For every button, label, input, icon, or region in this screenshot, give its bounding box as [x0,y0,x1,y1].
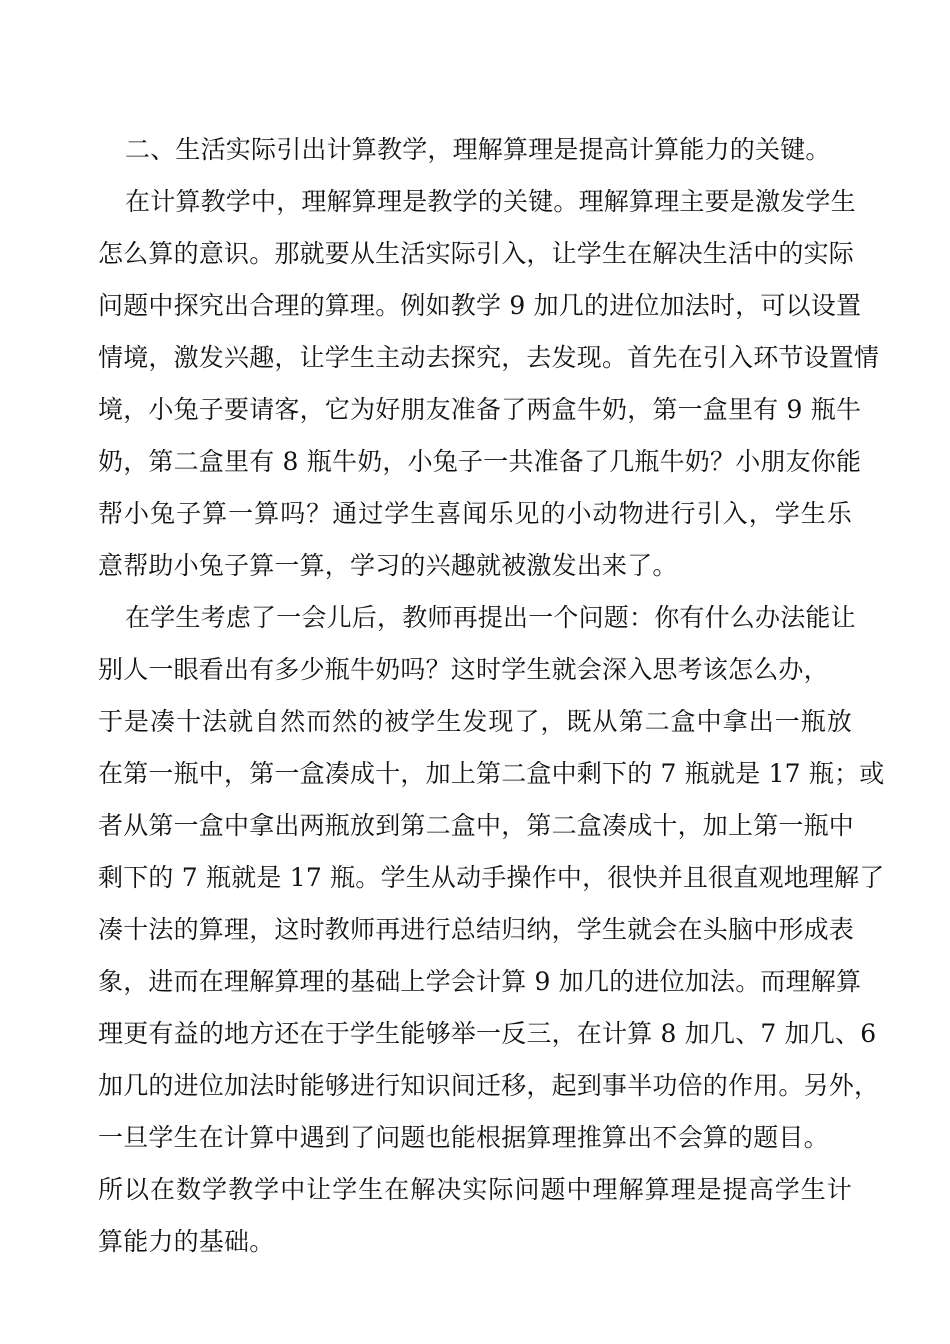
paragraph-line: 意帮助小兔子算一算，学习的兴趣就被激发出来了。 [98,551,678,580]
paragraph-line: 境，小兔子要请客，它为好朋友准备了两盒牛奶，第一盒里有 9 瓶牛 [98,395,862,424]
document-body [98,124,885,1268]
paragraph-line: 加几的进位加法时能够进行知识间迁移，起到事半功倍的作用。另外， [98,1071,880,1100]
paragraph-line: 一旦学生在计算中遇到了问题也能根据算理推算出不会算的题目。 [98,1123,829,1152]
paragraph-line: 奶，第二盒里有 8 瓶牛奶，小兔子一共准备了几瓶牛奶？小朋友你能 [98,447,862,476]
paragraph-line: 情境，激发兴趣，让学生主动去探究，去发现。首先在引入环节设置情 [98,343,880,372]
paragraph-2 [98,592,885,1268]
paragraph-1 [98,176,880,592]
paragraph-line: 在学生考虑了一会儿后，教师再提出一个问题：你有什么办法能让 [125,603,856,632]
paragraph-line: 于是凑十法就自然而然的被学生发现了，既从第二盒中拿出一瓶放 [98,707,852,736]
paragraph-line: 剩下的 7 瓶就是 17 瓶。学生从动手操作中，很快并且很直观地理解了 [98,863,885,892]
paragraph-line: 理更有益的地方还在于学生能够举一反三，在计算 8 加几、7 加几、6 [98,1019,877,1048]
paragraph-line: 怎么算的意识。那就要从生活实际引入，让学生在解决生活中的实际 [98,239,855,268]
section-heading: 二、生活实际引出计算教学，理解算理是提高计算能力的关键。 [125,135,831,164]
paragraph-line: 者从第一盒中拿出两瓶放到第二盒中，第二盒凑成十，加上第一瓶中 [98,811,855,840]
paragraph-line: 问题中探究出合理的算理。例如教学 9 加几的进位加法时，可以设置 [98,291,862,320]
paragraph-line: 在计算教学中，理解算理是教学的关键。理解算理主要是激发学生 [125,187,856,216]
paragraph-line: 凑十法的算理，这时教师再进行总结归纳，学生就会在头脑中形成表 [98,915,855,944]
paragraph-line: 帮小兔子算一算吗？通过学生喜闻乐见的小动物进行引入，学生乐 [98,499,852,528]
paragraph-line: 算能力的基础。 [98,1227,275,1256]
paragraph-line: 所以在数学教学中让学生在解决实际问题中理解算理是提高学生计 [98,1175,852,1204]
paragraph-line: 别人一眼看出有多少瓶牛奶吗？这时学生就会深入思考该怎么办， [98,655,829,684]
paragraph-line: 在第一瓶中，第一盒凑成十，加上第二盒中剩下的 7 瓶就是 17 瓶；或 [98,759,885,788]
paragraph-line: 象，进而在理解算理的基础上学会计算 9 加几的进位加法。而理解算 [98,967,862,996]
